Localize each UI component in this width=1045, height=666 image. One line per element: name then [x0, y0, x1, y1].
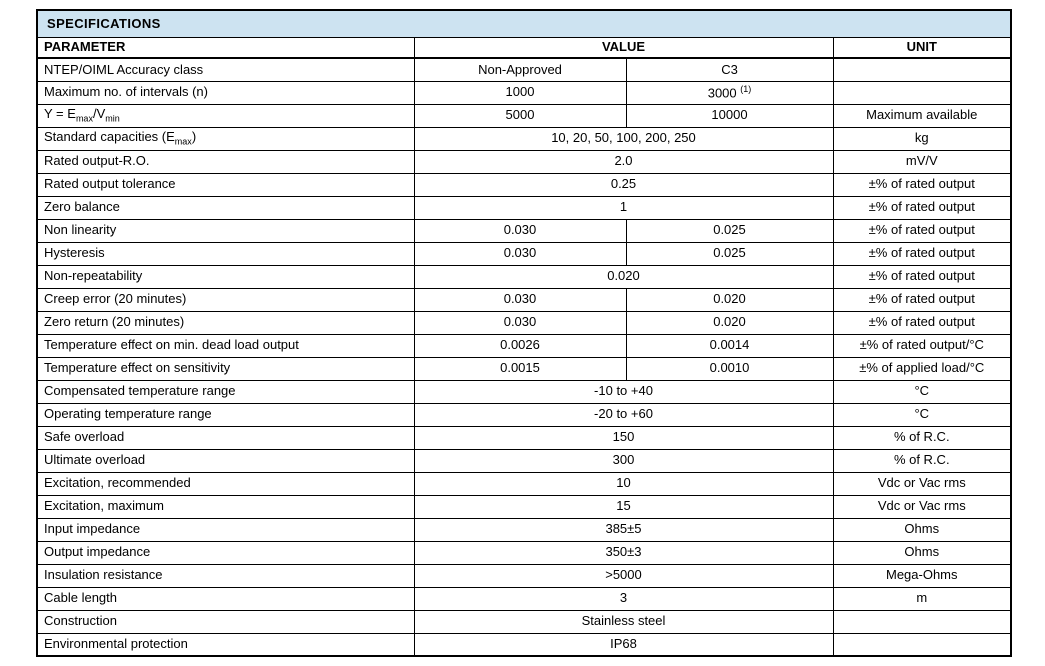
column-header-parameter: PARAMETER: [37, 37, 414, 58]
value-cell: 1000: [414, 81, 626, 104]
unit-cell: [833, 81, 1011, 104]
spec-row: [37, 518, 1011, 541]
value-cell: 0.025: [626, 219, 833, 242]
spec-row: [37, 403, 1011, 426]
value-cell: 10, 20, 50, 100, 200, 250: [414, 127, 833, 150]
unit-cell: Maximum available: [833, 104, 1011, 127]
unit-cell: m: [833, 587, 1011, 610]
value-cell: 5000: [414, 104, 626, 127]
parameter-cell: Creep error (20 minutes): [37, 288, 414, 311]
title-row: [37, 10, 1011, 37]
value-cell: 0.0014: [626, 334, 833, 357]
spec-row: [37, 587, 1011, 610]
value-cell: 0.025: [626, 242, 833, 265]
column-header-unit: UNIT: [833, 37, 1011, 58]
unit-cell: Vdc or Vac rms: [833, 495, 1011, 518]
parameter-cell: Output impedance: [37, 541, 414, 564]
unit-cell: Ohms: [833, 518, 1011, 541]
value-cell: >5000: [414, 564, 833, 587]
value-cell: 300: [414, 449, 833, 472]
value-cell: 1: [414, 196, 833, 219]
unit-cell: mV/V: [833, 150, 1011, 173]
parameter-cell: Operating temperature range: [37, 403, 414, 426]
spec-row: [37, 633, 1011, 656]
unit-cell: Mega-Ohms: [833, 564, 1011, 587]
unit-cell: ±% of applied load/°C: [833, 357, 1011, 380]
unit-cell: ±% of rated output: [833, 265, 1011, 288]
value-cell: 3: [414, 587, 833, 610]
parameter-cell: Insulation resistance: [37, 564, 414, 587]
parameter-cell: Rated output tolerance: [37, 173, 414, 196]
spec-row: [37, 541, 1011, 564]
value-cell: 0.0015: [414, 357, 626, 380]
spec-row: [37, 173, 1011, 196]
spec-row: [37, 472, 1011, 495]
value-cell: C3: [626, 58, 833, 81]
value-cell: 0.0010: [626, 357, 833, 380]
parameter-cell: Compensated temperature range: [37, 380, 414, 403]
value-cell: 0.030: [414, 242, 626, 265]
unit-cell: Vdc or Vac rms: [833, 472, 1011, 495]
value-cell: 3000 $^{(1)}$: [626, 81, 833, 104]
spec-rows: [37, 58, 1011, 656]
parameter-cell: Rated output-R.O.: [37, 150, 414, 173]
spec-row: [37, 81, 1011, 104]
unit-cell: °C: [833, 380, 1011, 403]
unit-cell: ±% of rated output: [833, 219, 1011, 242]
parameter-cell: Standard capacities $(E_{max})$: [37, 127, 414, 150]
spec-row: [37, 357, 1011, 380]
parameter-cell: Input impedance: [37, 518, 414, 541]
spec-row: [37, 334, 1011, 357]
spec-row: [37, 150, 1011, 173]
unit-cell: ±% of rated output: [833, 242, 1011, 265]
specifications-table: [36, 9, 1012, 657]
parameter-cell: Zero balance: [37, 196, 414, 219]
parameter-cell: Zero return (20 minutes): [37, 311, 414, 334]
unit-cell: ±% of rated output: [833, 173, 1011, 196]
column-header-value: VALUE: [414, 37, 833, 58]
parameter-cell: Temperature effect on sensitivity: [37, 357, 414, 380]
value-cell: 0.020: [626, 288, 833, 311]
spec-row: [37, 380, 1011, 403]
parameter-cell: Construction: [37, 610, 414, 633]
parameter-cell: Cable length: [37, 587, 414, 610]
value-cell: Stainless steel: [414, 610, 833, 633]
value-cell: -20 to +60: [414, 403, 833, 426]
value-cell: 350±3: [414, 541, 833, 564]
unit-cell: [833, 610, 1011, 633]
unit-cell: ±% of rated output: [833, 288, 1011, 311]
parameter-cell: Excitation, maximum: [37, 495, 414, 518]
value-cell: -10 to +40: [414, 380, 833, 403]
unit-cell: kg: [833, 127, 1011, 150]
parameter-cell: Maximum no. of intervals (n): [37, 81, 414, 104]
spec-row: [37, 495, 1011, 518]
parameter-cell: Temperature effect on min. dead load output: [37, 334, 414, 357]
column-header-row: [37, 37, 1011, 58]
parameter-cell: Environmental protection: [37, 633, 414, 656]
spec-row: [37, 242, 1011, 265]
unit-cell: [833, 58, 1011, 81]
unit-cell: °C: [833, 403, 1011, 426]
unit-cell: [833, 633, 1011, 656]
parameter-cell: Hysteresis: [37, 242, 414, 265]
value-cell: 10: [414, 472, 833, 495]
parameter-cell: $Y = E_{max}/V_{min}$: [37, 104, 414, 127]
value-cell: 2.0: [414, 150, 833, 173]
value-cell: 150: [414, 426, 833, 449]
value-cell: Non-Approved: [414, 58, 626, 81]
datasheet-page: [36, 9, 1012, 657]
spec-row: [37, 564, 1011, 587]
unit-cell: ±% of rated output: [833, 196, 1011, 219]
unit-cell: % of R.C.: [833, 426, 1011, 449]
value-cell: 0.0026: [414, 334, 626, 357]
spec-row: [37, 127, 1011, 150]
section-title: SPECIFICATIONS: [37, 10, 1011, 37]
unit-cell: ±% of rated output/°C: [833, 334, 1011, 357]
spec-row: [37, 610, 1011, 633]
spec-row: [37, 311, 1011, 334]
value-cell: 0.030: [414, 288, 626, 311]
parameter-cell: Non linearity: [37, 219, 414, 242]
spec-row: [37, 449, 1011, 472]
unit-cell: ±% of rated output: [833, 311, 1011, 334]
parameter-cell: Excitation, recommended: [37, 472, 414, 495]
spec-row: [37, 196, 1011, 219]
spec-row: [37, 219, 1011, 242]
parameter-cell: Non-repeatability: [37, 265, 414, 288]
value-cell: IP68: [414, 633, 833, 656]
value-cell: 10000: [626, 104, 833, 127]
value-cell: 0.25: [414, 173, 833, 196]
value-cell: 0.020: [414, 265, 833, 288]
value-cell: 15: [414, 495, 833, 518]
spec-row: [37, 104, 1011, 127]
value-cell: 0.030: [414, 219, 626, 242]
parameter-cell: Safe overload: [37, 426, 414, 449]
unit-cell: Ohms: [833, 541, 1011, 564]
value-cell: 0.020: [626, 311, 833, 334]
spec-row: [37, 426, 1011, 449]
spec-row: [37, 58, 1011, 81]
spec-row: [37, 265, 1011, 288]
value-cell: 385±5: [414, 518, 833, 541]
spec-row: [37, 288, 1011, 311]
value-cell: 0.030: [414, 311, 626, 334]
parameter-cell: Ultimate overload: [37, 449, 414, 472]
unit-cell: % of R.C.: [833, 449, 1011, 472]
parameter-cell: NTEP/OIML Accuracy class: [37, 58, 414, 81]
